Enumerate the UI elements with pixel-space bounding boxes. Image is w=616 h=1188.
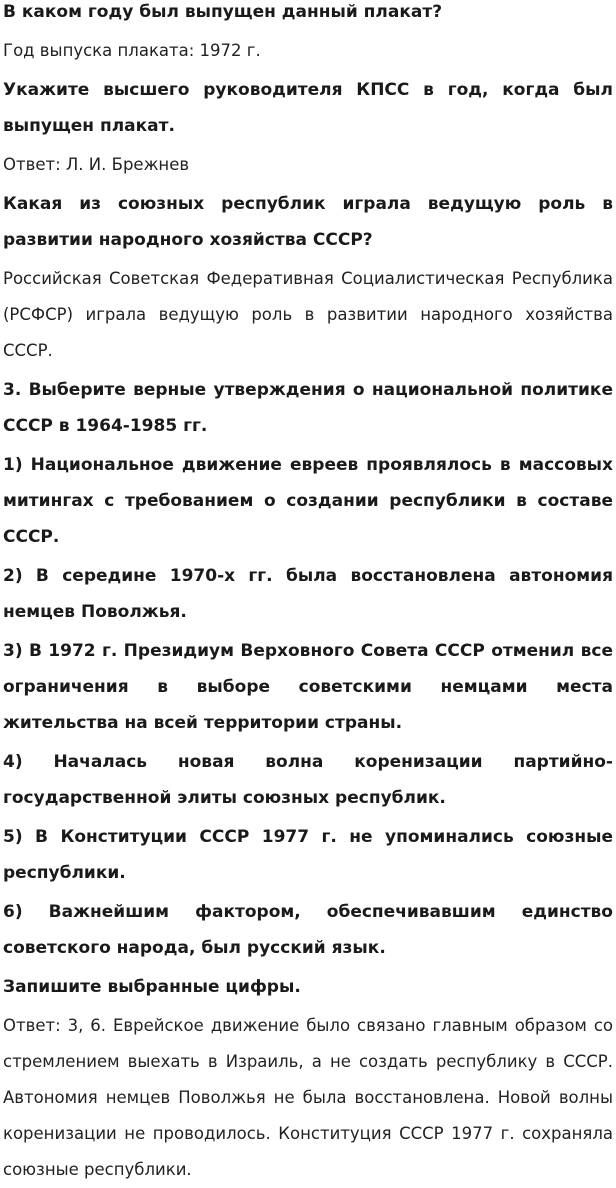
option-2: 2) В середине 1970-х гг. была восстановлена автономия немцев Поволжья. [3,566,613,622]
option-1: 1) Национальное движение евреев проявлялось в массовых митингах с требованием о создании республики в составе СССР. [3,455,613,547]
task-national-policy: 3. Выберите верные утверждения о национальной политике СССР в 1964-1985 гг. [3,380,613,436]
option-4: 4) Началась новая волна коренизации партийно-государственной элиты союзных республик. [3,752,613,808]
answer-leading-republic: Российская Советская Федеративная Социалистическая Республика (РСФСР) играла ведущую роль в развитии народного хозяйства СССР. [3,269,613,360]
question-poster-year: В каком году был выпущен данный плакат? [3,2,443,22]
question-party-leader: Укажите высшего руководителя КПСС в год, когда был выпущен плакат. [3,80,613,136]
instruction-write-digits: Запишите выбранные цифры. [3,977,301,997]
answer-party-leader: Ответ: Л. И. Брежнев [3,155,190,174]
answer-poster-year: Год выпуска плаката: 1972 г. [3,41,261,60]
option-6: 6) Важнейшим фактором, обеспечивавшим единство советского народа, был русский язык. [3,902,613,958]
option-3: 3) В 1972 г. Президиум Верховного Совета СССР отменил все ограничения в выборе советскими немцами места жительства на всей территории страны. [3,641,613,733]
option-5: 5) В Конституции СССР 1977 г. не упоминались союзные республики. [3,827,613,883]
document-page [3,0,613,1188]
question-leading-republic: Какая из союзных республик играла ведущую роль в развитии народного хозяйства СССР? [3,194,613,250]
answer-explanation: Ответ: 3, 6. Еврейское движение было связано главным образом со стремлением выехать в Израиль, а не создать республику в СССР. Автономия немцев Поволжья не была восстановлена. Новой волны коренизации не проводилось. Конституция СССР 1977 г. сохраняла союзные республики. [3,1016,613,1179]
